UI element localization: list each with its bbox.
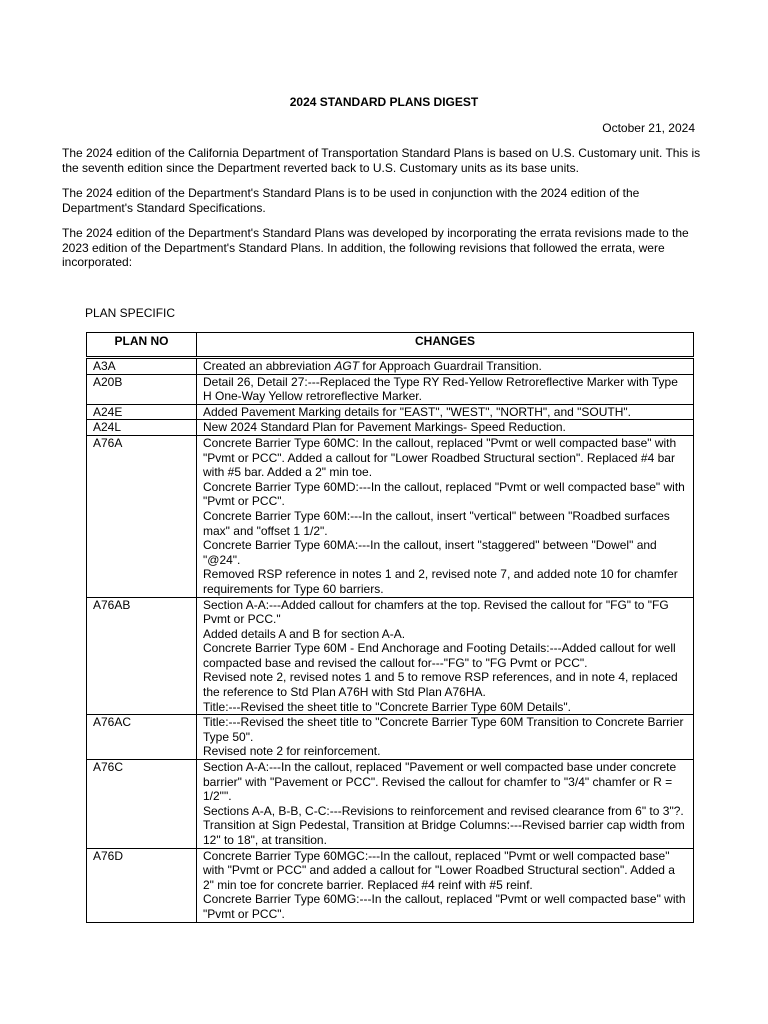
change-entry: Title:---Revised the sheet title to "Concrete Barrier Type 60M Transition to Concrete Barrier Type 50".: [203, 715, 684, 744]
table-row: [87, 374, 694, 404]
change-entry: Concrete Barrier Type 60MGC:---In the callout, replaced "Pvmt or well compacted base" with "Pvmt or PCC" and added a callout for "Lower Roadbed Structural section". Added a 2" min toe for concrete barrier. Replaced #4 reinf with #5 reinf.: [203, 848, 675, 892]
change-entry: Section A-A:---In the callout, replaced "Pavement or well compacted base under concrete barrier" with "Pavement or PCC". Revised the callout for chamfer to "3/4" chamfer or R = 1/2"".: [203, 760, 677, 804]
change-entry: Detail 26, Detail 27:---Replaced the Type RY Red-Yellow Retroreflective Marker with Type H One-Way Yellow retroreflective Marker.: [203, 374, 678, 404]
plan-no-cell: A76D: [87, 848, 197, 922]
changes-cell: [197, 404, 694, 420]
intro-paragraph-1: The 2024 edition of the California Department of Transportation Standard Plans is based on U.S. Customary unit. This is the seventh edition since the Department reverted back to U.S. Customary units as its base units.: [62, 146, 701, 175]
changes-cell: [197, 715, 694, 760]
changes-cell: [197, 435, 694, 597]
change-entry: New 2024 Standard Plan for Pavement Markings- Speed Reduction.: [203, 420, 566, 435]
change-entry: Section A-A:---Added callout for chamfers at the top. Revised the callout for "FG" to "FG Pvmt or PCC.": [203, 597, 669, 627]
document-date: October 21, 2024: [602, 121, 695, 135]
table-row: [87, 715, 694, 760]
change-entry: Concrete Barrier Type 60MD:---In the callout, replaced "Pvmt or well compacted base" with "Pvmt or PCC".: [203, 479, 685, 509]
table-row: [87, 597, 694, 715]
change-text: for Approach Guardrail Transition.: [359, 359, 542, 373]
change-entry: Revised note 2, revised notes 1 and 5 to remove RSP references, and in note 4, replaced the reference to Std Plan A76H with Std Plan A76HA.: [203, 670, 678, 700]
change-entry: Removed RSP reference in notes 1 and 2, revised note 7, and added note 10 for chamfer requirements for Type 60 barriers.: [203, 567, 678, 596]
plan-no-cell: A76AC: [87, 715, 197, 760]
table-body: [87, 358, 694, 923]
intro-paragraph-2: The 2024 edition of the Department's Standard Plans is to be used in conjunction with the 2024 edition of the Department's Standard Specifications.: [62, 186, 640, 215]
abbreviation-text: AGT: [334, 359, 360, 373]
changes-cell: [197, 760, 694, 849]
section-label: PLAN SPECIFIC: [85, 306, 176, 320]
changes-cell: [197, 597, 694, 715]
changes-cell: [197, 374, 694, 404]
change-entry: Concrete Barrier Type 60M - End Anchorage and Footing Details:---Added callout for well compacted base and revised the callout for---"FG" to "FG Pvmt or PCC".: [203, 641, 676, 670]
plan-no-cell: A20B: [87, 374, 197, 404]
change-entry: [203, 359, 687, 374]
changes-cell: [197, 848, 694, 922]
plan-no-cell: A24L: [87, 420, 197, 436]
column-header-changes: CHANGES: [197, 333, 694, 358]
change-entry: Added details A and B for section A-A.: [203, 626, 406, 641]
change-entry: Concrete Barrier Type 60MG:---In the callout, replaced "Pvmt or well compacted base" with "Pvmt or PCC".: [203, 892, 686, 921]
table-row: [87, 358, 694, 375]
table-row: [87, 760, 694, 849]
intro-paragraph-3: The 2024 edition of the Department's Standard Plans was developed by incorporating the errata revisions made to the 2023 edition of the Department's Standard Plans. In addition, the following revisions that followed the errata, were incorporated:: [62, 226, 689, 270]
table-header-row: [87, 333, 694, 358]
plan-no-cell: A3A: [87, 358, 197, 375]
change-entry: Added Pavement Marking details for "EAST", "WEST", "NORTH", and "SOUTH".: [203, 404, 631, 419]
change-entry: Concrete Barrier Type 60MC: In the callout, replaced "Pvmt or well compacted base" with "Pvmt or PCC". Added a callout for "Lower Roadbed Structural section". Replaced #4 bar with #5 bar. Added a 2" min toe.: [203, 435, 677, 480]
changes-table: [86, 332, 694, 923]
changes-cell: [197, 358, 694, 375]
changes-cell: [197, 420, 694, 436]
change-entry: Sections A-A, B-B, C-C:---Revisions to reinforcement and revised clearance from 6" to 3"?.: [203, 803, 684, 818]
change-entry: Transition at Sign Pedestal, Transition at Bridge Columns:---Revised barrier cap width from 12" to 18", at transition.: [203, 818, 685, 847]
column-header-plan-no: PLAN NO: [87, 333, 197, 358]
document-title: 2024 STANDARD PLANS DIGEST: [289, 95, 479, 109]
change-entry: Revised note 2 for reinforcement.: [203, 744, 381, 759]
plan-no-cell: A76AB: [87, 597, 197, 715]
change-entry: Title:---Revised the sheet title to "Concrete Barrier Type 60M Details".: [203, 699, 571, 714]
table-row: [87, 848, 694, 922]
change-text: Created an abbreviation: [203, 359, 335, 373]
change-entry: Concrete Barrier Type 60M:---In the callout, insert "vertical" between "Roadbed surfaces max" and "offset 1 1/2".: [203, 508, 670, 538]
plan-no-cell: A24E: [87, 404, 197, 420]
table-row: [87, 420, 694, 436]
plan-no-cell: A76A: [87, 435, 197, 597]
table-row: [87, 404, 694, 420]
plan-no-cell: A76C: [87, 760, 197, 849]
change-entry: Concrete Barrier Type 60MA:---In the callout, insert "staggered" between "Dowel" and "@24".: [203, 538, 657, 567]
table-row: [87, 435, 694, 597]
